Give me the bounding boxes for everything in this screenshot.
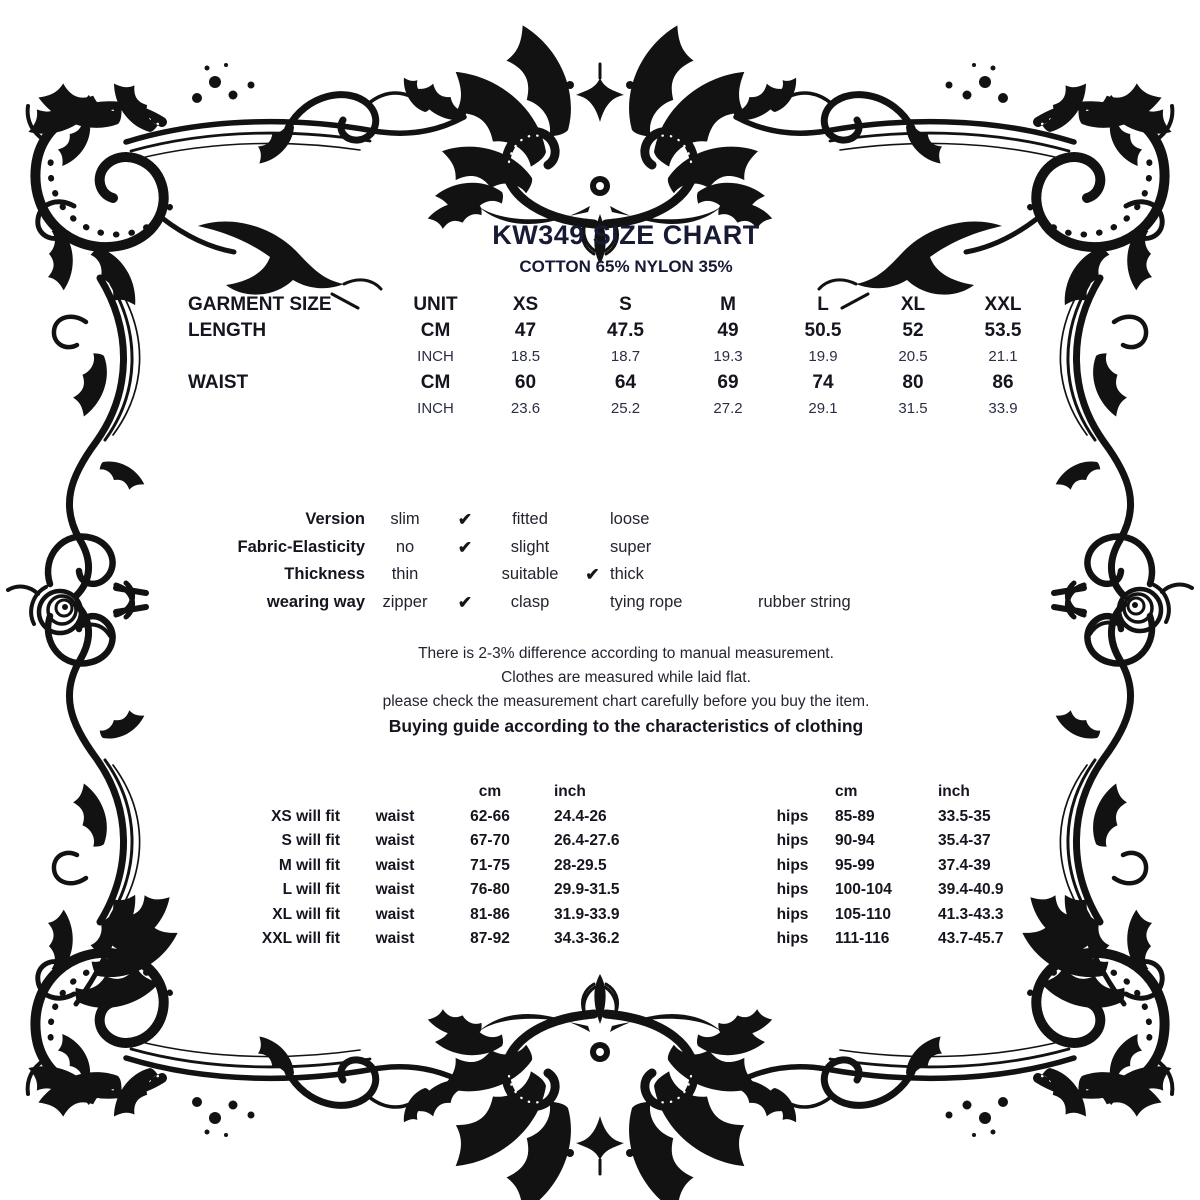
feature-option: clasp: [510, 592, 550, 611]
feature-option: [730, 506, 980, 534]
page-title: KW349 SIZE CHART: [492, 220, 760, 250]
fit-part-label: waist: [375, 856, 415, 874]
fit-inch-value: 29.9-31.5: [554, 881, 620, 898]
fit-part-label: hips: [776, 807, 809, 825]
fit-cm-value: 105-110: [835, 905, 892, 923]
size-value: 52: [902, 320, 924, 341]
buying-guide-heading: Buying guide according to the characteristics of clothing: [388, 716, 864, 736]
size-col-header: XS: [512, 294, 539, 315]
size-value: 60: [514, 372, 537, 393]
fit-cm-value: 62-66: [470, 807, 510, 825]
fit-size-label: M will fit: [278, 856, 340, 874]
spacer-cell: [660, 854, 750, 879]
feature-option: no: [395, 537, 415, 556]
unit-label: INCH: [417, 400, 454, 417]
spacer-cell: [230, 780, 340, 805]
size-row-label: [188, 396, 393, 422]
fit-cm-value: 90-94: [835, 832, 875, 849]
fit-inch-value: 39.4-40.9: [938, 881, 1004, 898]
feature-option: suitable: [501, 565, 559, 583]
size-value: 25.2: [610, 400, 641, 417]
fit-size-label: XXL will fit: [261, 930, 340, 947]
size-row-label: WAIST: [188, 372, 249, 393]
unit-label: INCH: [417, 348, 454, 365]
feature-option: thick: [610, 565, 644, 583]
feature-label: wearing way: [266, 592, 365, 611]
note-line: Clothes are measured while laid flat.: [501, 669, 751, 686]
size-value: 50.5: [804, 320, 842, 341]
feature-label: Version: [305, 510, 365, 528]
feature-option: loose: [610, 510, 650, 528]
size-col-header: UNIT: [413, 294, 458, 315]
check-icon: [575, 534, 610, 562]
size-value: 64: [614, 372, 637, 393]
size-col-header: XL: [900, 294, 926, 315]
fit-part-label: hips: [776, 832, 809, 849]
size-value: 49: [717, 320, 739, 341]
buying-guide-table: [230, 780, 1070, 952]
size-value: 19.9: [808, 348, 838, 365]
size-value: 47.5: [607, 320, 644, 341]
fit-cm-value: 100-104: [835, 881, 892, 898]
size-value: 20.5: [898, 348, 928, 365]
check-icon: [445, 561, 485, 589]
size-value: 21.1: [988, 348, 1018, 365]
fit-part-label: hips: [776, 881, 809, 898]
feature-rows: [200, 506, 980, 616]
size-value: 53.5: [984, 320, 1022, 341]
fit-part-label: waist: [375, 930, 415, 947]
rose-right: [1090, 585, 1192, 634]
spacer-cell: [750, 780, 835, 805]
fit-cm-value: 76-80: [470, 881, 510, 898]
fit-cm-value: 111-116: [835, 930, 890, 947]
spacer-cell: [660, 927, 750, 952]
fit-cm-value: 67-70: [470, 832, 510, 849]
size-value: 31.5: [898, 400, 928, 417]
size-col-header: XXL: [984, 294, 1022, 315]
fit-col-header-cm: cm: [478, 783, 502, 800]
check-icon: ✔: [457, 592, 473, 612]
size-col-header: M: [720, 294, 736, 315]
damask-bottom-center: [427, 974, 772, 1200]
check-icon: ✔: [585, 565, 600, 584]
fit-inch-value: 28-29.5: [554, 856, 607, 874]
fit-size-label: XL will fit: [272, 905, 340, 923]
fit-inch-value: 43.7-45.7: [938, 930, 1004, 947]
feature-label: Fabric-Elasticity: [237, 537, 365, 556]
fit-part-label: waist: [375, 881, 415, 898]
size-value: 23.6: [510, 400, 541, 417]
size-col-header: L: [817, 294, 829, 315]
fit-part-label: waist: [375, 832, 415, 849]
size-value: 33.9: [988, 400, 1018, 417]
fit-part-label: hips: [776, 905, 809, 923]
spacer-cell: [660, 878, 750, 903]
fit-part-label: hips: [776, 856, 809, 874]
spacer-cell: [340, 780, 450, 805]
size-value: 27.2: [713, 400, 743, 417]
size-value: 69: [717, 372, 739, 393]
check-icon: [575, 506, 610, 534]
size-value: 86: [992, 372, 1014, 393]
feature-label: Thickness: [284, 565, 365, 583]
fit-cm-value: 71-75: [470, 856, 510, 874]
note-line: There is 2-3% difference according to manual measurement.: [418, 645, 834, 662]
size-col-header: GARMENT SIZE: [188, 294, 332, 315]
size-table: [188, 292, 1048, 422]
fit-cm-value: 87-92: [470, 930, 510, 947]
feature-option: rubber string: [758, 592, 851, 611]
fit-inch-value: 34.3-36.2: [554, 930, 620, 947]
feature-option: zipper: [382, 592, 428, 611]
size-row-label: LENGTH: [188, 320, 267, 341]
fit-col-header-inch: inch: [938, 783, 970, 800]
feature-option: tying rope: [610, 592, 683, 611]
size-value: 18.7: [610, 348, 641, 365]
fit-part-label: waist: [375, 905, 415, 923]
fit-cm-value: 85-89: [835, 807, 875, 825]
measurement-notes: [306, 642, 946, 714]
note-line: please check the measurement chart carefully before you buy the item.: [382, 693, 870, 710]
rose-left: [8, 587, 110, 636]
size-row-label: [188, 344, 393, 370]
fit-inch-value: 37.4-39: [938, 856, 991, 874]
fit-inch-value: 31.9-33.9: [554, 905, 620, 923]
spacer-cell: [660, 780, 750, 805]
feature-option: super: [610, 537, 652, 556]
unit-label: CM: [420, 320, 451, 341]
fit-size-label: XS will fit: [271, 807, 340, 825]
fit-inch-value: 33.5-35: [938, 807, 991, 825]
fit-inch-value: 35.4-37: [938, 832, 991, 849]
fit-cm-value: 81-86: [470, 905, 510, 923]
check-icon: ✔: [457, 537, 473, 557]
feature-option: [730, 534, 980, 562]
size-value: 74: [812, 372, 834, 393]
fit-inch-value: 41.3-43.3: [938, 905, 1004, 923]
fit-inch-value: 26.4-27.6: [554, 832, 620, 849]
feature-option: fitted: [512, 510, 548, 528]
fit-col-header-inch: inch: [554, 783, 586, 800]
size-value: 47: [514, 320, 537, 341]
fit-inch-value: 24.4-26: [554, 807, 607, 825]
spacer-cell: [660, 805, 750, 830]
fit-part-label: waist: [375, 807, 415, 825]
size-value: 29.1: [808, 400, 838, 417]
fit-size-label: L will fit: [282, 881, 340, 898]
feature-option: slight: [510, 537, 550, 556]
feature-option: [730, 561, 980, 589]
unit-label: CM: [420, 372, 451, 393]
size-value: 18.5: [510, 348, 541, 365]
size-value: 19.3: [713, 348, 743, 365]
fabric-composition: COTTON 65% NYLON 35%: [519, 257, 733, 276]
feature-option: thin: [391, 565, 419, 583]
feature-option: slim: [390, 510, 420, 528]
size-col-header: S: [619, 294, 632, 315]
spacer-cell: [660, 903, 750, 928]
check-icon: ✔: [457, 510, 473, 529]
fit-col-header-cm: cm: [835, 783, 858, 800]
fit-part-label: hips: [776, 930, 809, 947]
check-icon: [575, 589, 610, 617]
fit-cm-value: 95-99: [835, 856, 875, 874]
size-value: 80: [902, 372, 924, 393]
fit-size-label: S will fit: [281, 832, 340, 849]
spacer-cell: [660, 829, 750, 854]
